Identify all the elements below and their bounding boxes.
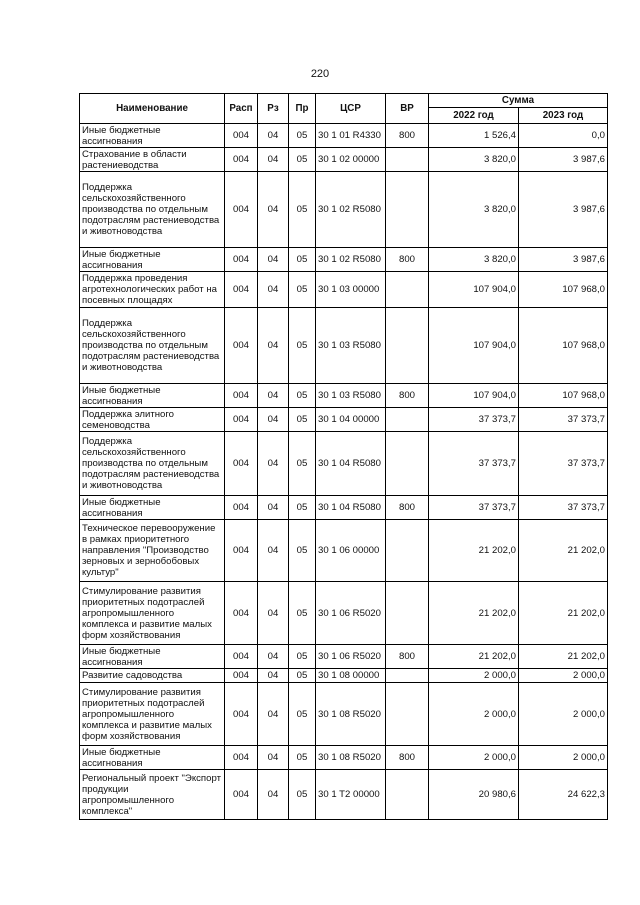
- table-row: [80, 148, 608, 172]
- row-pr: 05: [289, 746, 316, 770]
- table-row: [80, 384, 608, 408]
- row-amount-2022: 3 820,0: [429, 172, 519, 248]
- row-name: Страхование в области растениеводства: [80, 148, 225, 172]
- row-pr: 05: [289, 248, 316, 272]
- header-year-2023: 2023 год: [519, 108, 608, 124]
- table-row: [80, 248, 608, 272]
- row-name: Иные бюджетные ассигнования: [80, 496, 225, 520]
- table-row: [80, 272, 608, 308]
- row-amount-2023: 107 968,0: [519, 272, 608, 308]
- row-rz: 04: [258, 770, 289, 820]
- page-number: 220: [310, 68, 330, 80]
- row-vr: 800: [386, 496, 429, 520]
- row-csr: 30 1 06 R5020: [316, 582, 386, 645]
- row-pr: 05: [289, 520, 316, 582]
- row-rasp: 004: [225, 172, 258, 248]
- row-name: Техническое перевооружение в рамках приоритетного направления "Производство зерновых и зернобобовых культур": [80, 520, 225, 582]
- row-pr: 05: [289, 683, 316, 746]
- row-rasp: 004: [225, 124, 258, 148]
- row-pr: 05: [289, 308, 316, 384]
- row-rz: 04: [258, 408, 289, 432]
- row-pr: 05: [289, 645, 316, 669]
- row-pr: 05: [289, 172, 316, 248]
- row-name: Поддержка элитного семеноводства: [80, 408, 225, 432]
- row-pr: 05: [289, 272, 316, 308]
- row-rz: 04: [258, 172, 289, 248]
- row-amount-2023: 24 622,3: [519, 770, 608, 820]
- row-vr: [386, 148, 429, 172]
- row-amount-2022: 3 820,0: [429, 248, 519, 272]
- row-pr: 05: [289, 148, 316, 172]
- row-rz: 04: [258, 669, 289, 683]
- row-rasp: 004: [225, 669, 258, 683]
- row-amount-2023: 37 373,7: [519, 408, 608, 432]
- header-year-2022: 2022 год: [429, 108, 519, 124]
- row-amount-2022: 37 373,7: [429, 496, 519, 520]
- header-rasp: Расп: [225, 94, 258, 124]
- row-rz: 04: [258, 148, 289, 172]
- row-amount-2023: 21 202,0: [519, 582, 608, 645]
- row-vr: [386, 770, 429, 820]
- table-row: [80, 432, 608, 496]
- row-amount-2023: 0,0: [519, 124, 608, 148]
- row-amount-2022: 37 373,7: [429, 408, 519, 432]
- table-header: [80, 94, 608, 124]
- row-rasp: 004: [225, 148, 258, 172]
- row-amount-2022: 21 202,0: [429, 582, 519, 645]
- row-rz: 04: [258, 432, 289, 496]
- row-amount-2023: 3 987,6: [519, 172, 608, 248]
- table-row: [80, 683, 608, 746]
- header-rz: Рз: [258, 94, 289, 124]
- row-pr: 05: [289, 408, 316, 432]
- row-amount-2022: 107 904,0: [429, 308, 519, 384]
- row-name: Поддержка сельскохозяйственного производства по отдельным подотраслям растениеводства и животноводства: [80, 308, 225, 384]
- row-amount-2023: 3 987,6: [519, 248, 608, 272]
- row-csr: 30 1 08 R5020: [316, 683, 386, 746]
- table-row: [80, 582, 608, 645]
- row-name: Стимулирование развития приоритетных подотраслей агропромышленного комплекса и развитие малых форм хозяйствования: [80, 582, 225, 645]
- row-rasp: 004: [225, 408, 258, 432]
- row-vr: [386, 582, 429, 645]
- row-rasp: 004: [225, 582, 258, 645]
- header-sum: Сумма: [429, 94, 608, 108]
- row-rz: 04: [258, 272, 289, 308]
- row-vr: [386, 520, 429, 582]
- table-row: [80, 520, 608, 582]
- row-rz: 04: [258, 496, 289, 520]
- row-csr: 30 1 T2 00000: [316, 770, 386, 820]
- table-row: [80, 408, 608, 432]
- row-amount-2023: 107 968,0: [519, 308, 608, 384]
- row-amount-2022: 2 000,0: [429, 746, 519, 770]
- row-rasp: 004: [225, 770, 258, 820]
- row-amount-2023: 37 373,7: [519, 432, 608, 496]
- row-csr: 30 1 04 00000: [316, 408, 386, 432]
- header-csr: ЦСР: [316, 94, 386, 124]
- row-rz: 04: [258, 384, 289, 408]
- row-rasp: 004: [225, 683, 258, 746]
- row-vr: 800: [386, 746, 429, 770]
- row-rasp: 004: [225, 384, 258, 408]
- row-rz: 04: [258, 582, 289, 645]
- row-amount-2022: 2 000,0: [429, 669, 519, 683]
- row-amount-2022: 107 904,0: [429, 272, 519, 308]
- row-csr: 30 1 02 00000: [316, 148, 386, 172]
- row-csr: 30 1 03 R5080: [316, 308, 386, 384]
- row-name: Иные бюджетные ассигнования: [80, 746, 225, 770]
- row-rz: 04: [258, 124, 289, 148]
- row-amount-2022: 37 373,7: [429, 432, 519, 496]
- row-vr: [386, 172, 429, 248]
- table-body: [80, 124, 608, 820]
- row-pr: 05: [289, 770, 316, 820]
- row-csr: 30 1 02 R5080: [316, 248, 386, 272]
- row-pr: 05: [289, 124, 316, 148]
- row-vr: 800: [386, 248, 429, 272]
- row-amount-2023: 2 000,0: [519, 669, 608, 683]
- row-name: Поддержка сельскохозяйственного производства по отдельным подотраслям растениеводства и животноводства: [80, 172, 225, 248]
- table-row: [80, 645, 608, 669]
- row-vr: 800: [386, 384, 429, 408]
- row-name: Иные бюджетные ассигнования: [80, 384, 225, 408]
- table-row: [80, 669, 608, 683]
- header-pr: Пр: [289, 94, 316, 124]
- row-amount-2022: 21 202,0: [429, 645, 519, 669]
- row-rz: 04: [258, 645, 289, 669]
- row-rasp: 004: [225, 272, 258, 308]
- row-pr: 05: [289, 669, 316, 683]
- row-csr: 30 1 03 R5080: [316, 384, 386, 408]
- row-csr: 30 1 08 R5020: [316, 746, 386, 770]
- row-amount-2023: 107 968,0: [519, 384, 608, 408]
- row-rz: 04: [258, 683, 289, 746]
- header-name: Наименование: [80, 94, 225, 124]
- row-name: Стимулирование развития приоритетных подотраслей агропромышленного комплекса и развитие малых форм хозяйствования: [80, 683, 225, 746]
- row-csr: 30 1 06 00000: [316, 520, 386, 582]
- row-rasp: 004: [225, 248, 258, 272]
- budget-table: [79, 93, 608, 820]
- row-name: Иные бюджетные ассигнования: [80, 248, 225, 272]
- row-amount-2023: 2 000,0: [519, 746, 608, 770]
- row-rasp: 004: [225, 432, 258, 496]
- row-rasp: 004: [225, 520, 258, 582]
- row-amount-2022: 107 904,0: [429, 384, 519, 408]
- row-amount-2023: 3 987,6: [519, 148, 608, 172]
- row-vr: [386, 683, 429, 746]
- row-amount-2022: 3 820,0: [429, 148, 519, 172]
- table-row: [80, 770, 608, 820]
- row-csr: 30 1 02 R5080: [316, 172, 386, 248]
- table-row: [80, 308, 608, 384]
- row-csr: 30 1 04 R5080: [316, 496, 386, 520]
- row-vr: [386, 308, 429, 384]
- row-pr: 05: [289, 496, 316, 520]
- row-rz: 04: [258, 248, 289, 272]
- row-amount-2023: 21 202,0: [519, 645, 608, 669]
- row-rasp: 004: [225, 746, 258, 770]
- row-amount-2022: 1 526,4: [429, 124, 519, 148]
- row-csr: 30 1 06 R5020: [316, 645, 386, 669]
- row-name: Поддержка проведения агротехнологических работ на посевных площадях: [80, 272, 225, 308]
- row-vr: [386, 669, 429, 683]
- row-name: Иные бюджетные ассигнования: [80, 124, 225, 148]
- table-row: [80, 746, 608, 770]
- row-pr: 05: [289, 384, 316, 408]
- table-row: [80, 172, 608, 248]
- row-csr: 30 1 08 00000: [316, 669, 386, 683]
- row-pr: 05: [289, 582, 316, 645]
- row-name: Развитие садоводства: [80, 669, 225, 683]
- row-rz: 04: [258, 746, 289, 770]
- row-vr: [386, 432, 429, 496]
- row-amount-2022: 20 980,6: [429, 770, 519, 820]
- row-amount-2022: 2 000,0: [429, 683, 519, 746]
- row-vr: [386, 272, 429, 308]
- row-rz: 04: [258, 308, 289, 384]
- row-rz: 04: [258, 520, 289, 582]
- row-csr: 30 1 04 R5080: [316, 432, 386, 496]
- row-vr: 800: [386, 124, 429, 148]
- row-amount-2022: 21 202,0: [429, 520, 519, 582]
- row-amount-2023: 37 373,7: [519, 496, 608, 520]
- header-vr: ВР: [386, 94, 429, 124]
- row-rasp: 004: [225, 308, 258, 384]
- row-csr: 30 1 01 R4330: [316, 124, 386, 148]
- table-row: [80, 496, 608, 520]
- row-csr: 30 1 03 00000: [316, 272, 386, 308]
- row-amount-2023: 21 202,0: [519, 520, 608, 582]
- row-name: Иные бюджетные ассигнования: [80, 645, 225, 669]
- row-amount-2023: 2 000,0: [519, 683, 608, 746]
- row-vr: [386, 408, 429, 432]
- row-name: Поддержка сельскохозяйственного производства по отдельным подотраслям растениеводства и животноводства: [80, 432, 225, 496]
- row-rasp: 004: [225, 645, 258, 669]
- row-rasp: 004: [225, 496, 258, 520]
- table-row: [80, 124, 608, 148]
- row-pr: 05: [289, 432, 316, 496]
- row-vr: 800: [386, 645, 429, 669]
- row-name: Региональный проект "Экспорт продукции агропромышленного комплекса": [80, 770, 225, 820]
